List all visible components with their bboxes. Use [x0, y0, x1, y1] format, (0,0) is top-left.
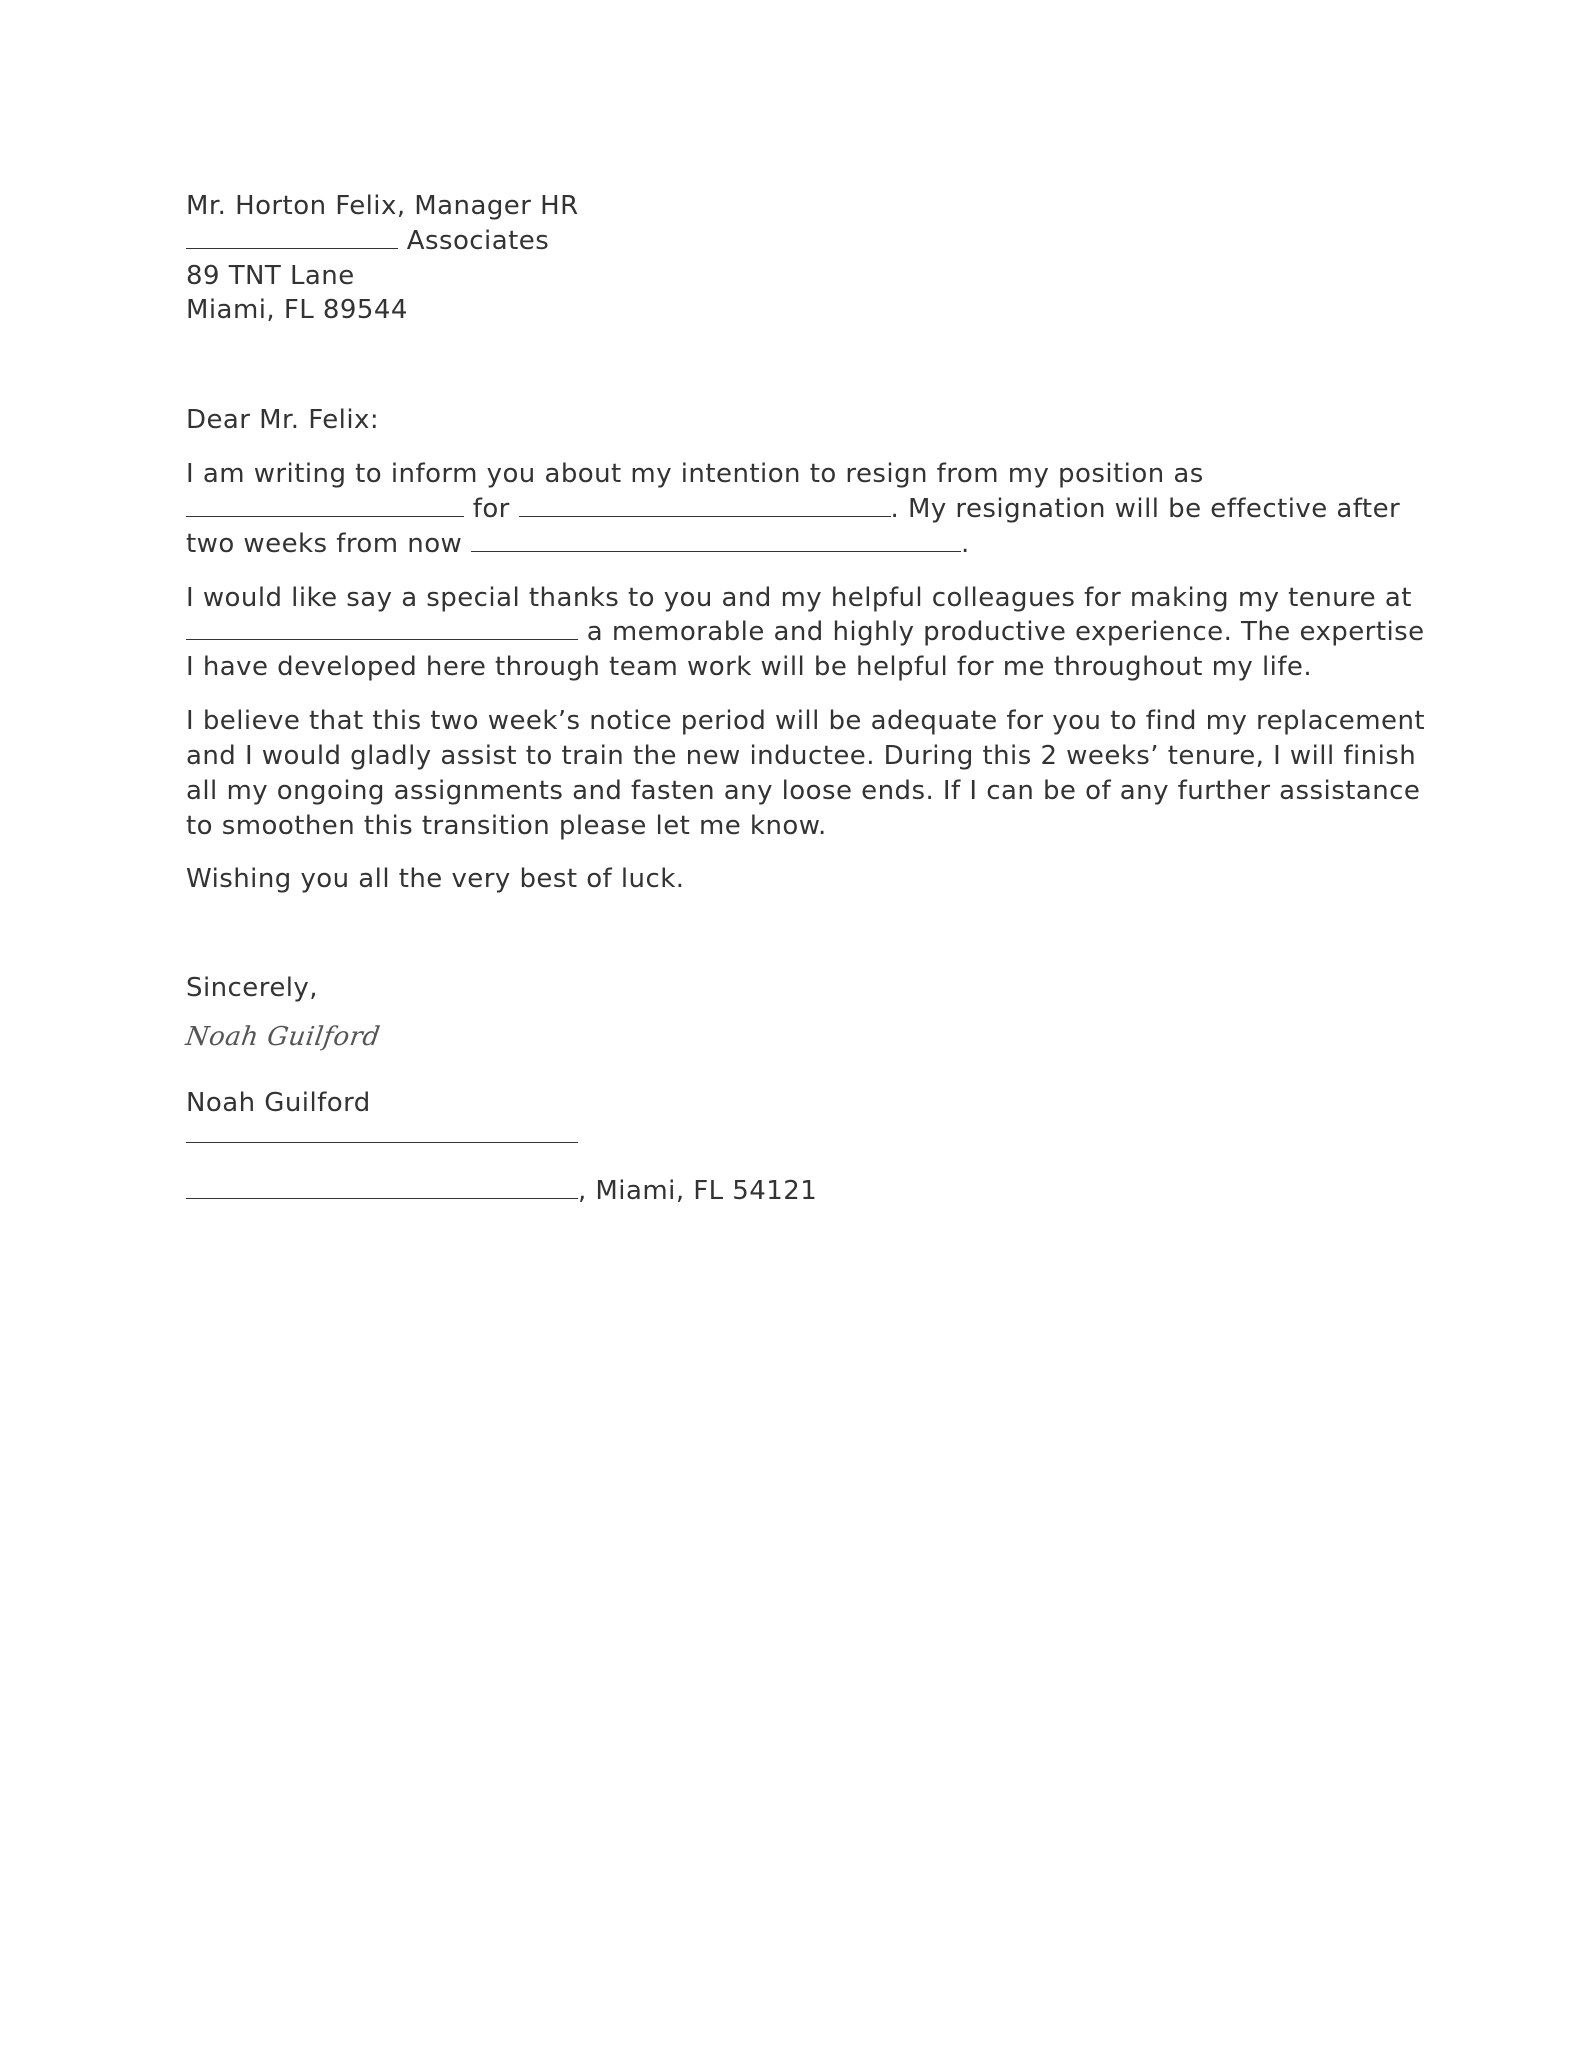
paragraph2-line1: I would like say a special thanks to you and my helpful colleagues for making my tenure at: [186, 583, 1412, 613]
date-blank: [471, 527, 961, 552]
signature: Noah Guilford: [183, 1022, 383, 1052]
paragraph3-line4: to smoothen this transition please let me know.: [186, 811, 827, 841]
paragraph3-line1: I believe that this two week’s notice period will be adequate for you to find my replacement: [186, 706, 1426, 736]
paragraph4: Wishing you all the very best of luck.: [186, 864, 685, 894]
recipient-street: 89 TNT Lane: [186, 261, 355, 291]
sender-address-blank: [186, 1142, 578, 1143]
sender-name: Noah Guilford: [186, 1088, 371, 1118]
company-name-blank: [186, 615, 578, 640]
paragraph1-line2: [186, 491, 1400, 527]
paragraph1-line3-end: .: [961, 529, 970, 559]
paragraph1-line1: I am writing to inform you about my intention to resign from my position as: [186, 459, 1204, 489]
paragraph2-line2-end: a memorable and highly productive experience. The expertise: [586, 617, 1425, 647]
company-blank: [186, 224, 398, 249]
employer-blank: [519, 492, 891, 517]
recipient-city: Miami, FL 89544: [186, 295, 408, 325]
recipient-name: Mr. Horton Felix, Manager HR: [186, 191, 579, 221]
paragraph2-line2: [186, 614, 1425, 650]
paragraph1-line3-start: two weeks from now: [186, 529, 463, 559]
company-suffix: Associates: [406, 226, 550, 256]
sender-street-blank: [186, 1174, 578, 1199]
paragraph1-for: for: [472, 494, 510, 524]
paragraph3-line2: and I would gladly assist to train the new inductee. During this 2 weeks’ tenure, I will finish: [186, 741, 1417, 771]
recipient-company-line: [186, 223, 549, 259]
salutation: Dear Mr. Felix:: [186, 405, 380, 435]
sender-city-line: [186, 1173, 817, 1209]
paragraph1-line2-end: . My resignation will be effective after: [890, 494, 1401, 524]
paragraph1-line3: [186, 526, 970, 562]
sender-city: , Miami, FL 54121: [578, 1176, 818, 1206]
paragraph3-line3: all my ongoing assignments and fasten any loose ends. If I can be of any further assistance: [186, 776, 1421, 806]
position-blank: [186, 492, 464, 517]
closing: Sincerely,: [186, 973, 318, 1003]
paragraph2-line3: I have developed here through team work will be helpful for me throughout my life.: [186, 652, 1313, 682]
